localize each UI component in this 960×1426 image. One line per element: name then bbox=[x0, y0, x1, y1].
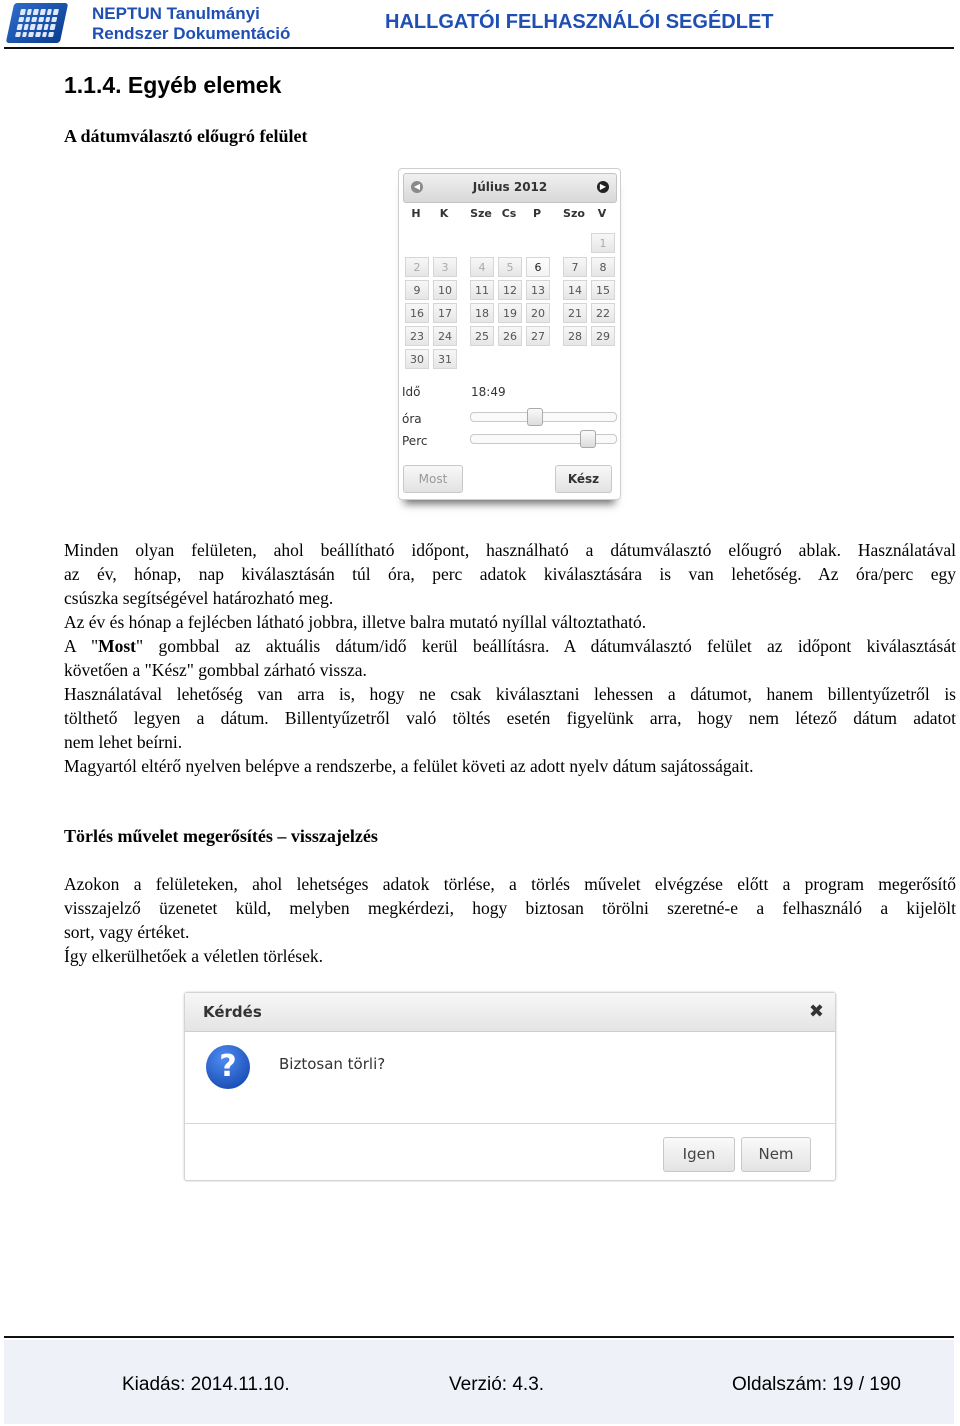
datepicker-popup bbox=[398, 168, 621, 500]
weekday-header: K bbox=[439, 207, 449, 220]
weekday-header: H bbox=[411, 207, 421, 220]
text-span: " gombbal az aktuális dátum/idő kerül beállításra. A dátumválasztó felület az időpont kiválasztását bbox=[136, 636, 956, 656]
day-cell[interactable]: 8 bbox=[591, 257, 615, 277]
paragraph-line: sort, vagy értéket. bbox=[64, 922, 190, 942]
day-cell[interactable]: 15 bbox=[591, 280, 615, 300]
minute-slider-handle[interactable] bbox=[580, 430, 596, 448]
no-button[interactable]: Nem bbox=[741, 1137, 811, 1172]
day-cell[interactable]: 27 bbox=[526, 326, 550, 346]
day-cell[interactable]: 7 bbox=[563, 257, 587, 277]
day-cell[interactable]: 19 bbox=[498, 303, 522, 323]
paragraph-line bbox=[64, 634, 956, 658]
confirm-dialog bbox=[184, 992, 836, 1181]
dialog-titlebar bbox=[185, 993, 835, 1032]
day-cell[interactable]: 23 bbox=[405, 326, 429, 346]
yes-button[interactable]: Igen bbox=[663, 1137, 735, 1172]
weekday-header: P bbox=[532, 207, 542, 220]
hour-slider-handle[interactable] bbox=[527, 408, 543, 426]
day-cell[interactable]: 14 bbox=[563, 280, 587, 300]
section-title: 1.1.4. Egyéb elemek bbox=[64, 72, 282, 98]
day-cell[interactable]: 17 bbox=[433, 303, 457, 323]
paragraph-line: visszajelző üzenetet küld, melyben megkérdezi, hogy biztosan törölni szeretné-e a felhasználó a kijelölt bbox=[64, 898, 956, 918]
paragraph-line: csúszka segítségével határozható meg. bbox=[64, 588, 334, 608]
prev-month-icon[interactable]: ◀ bbox=[411, 181, 423, 193]
minute-label: Perc bbox=[402, 434, 428, 448]
day-cell[interactable]: 28 bbox=[563, 326, 587, 346]
day-cell[interactable]: 3 bbox=[433, 257, 457, 277]
next-month-icon[interactable]: ▶ bbox=[597, 181, 609, 193]
dialog-message: Biztosan törli? bbox=[279, 1055, 386, 1073]
day-cell[interactable]: 24 bbox=[433, 326, 457, 346]
day-cell[interactable]: 9 bbox=[405, 280, 429, 300]
day-cell[interactable]: 21 bbox=[563, 303, 587, 323]
day-cell[interactable]: 31 bbox=[433, 349, 457, 369]
header-divider bbox=[4, 47, 954, 49]
day-cell[interactable]: 18 bbox=[470, 303, 494, 323]
day-cell[interactable]: 4 bbox=[470, 257, 494, 277]
now-button[interactable]: Most bbox=[403, 465, 463, 493]
time-value: 18:49 bbox=[471, 385, 506, 399]
footer-page-number: Oldalszám: 19 / 190 bbox=[732, 1374, 901, 1395]
day-cell[interactable]: 20 bbox=[526, 303, 550, 323]
day-cell[interactable]: 16 bbox=[405, 303, 429, 323]
page-footer bbox=[4, 1340, 954, 1424]
subsection-delete-confirm-title: Törlés művelet megerősítés – visszajelzés bbox=[64, 826, 378, 846]
day-cell[interactable]: 10 bbox=[433, 280, 457, 300]
dialog-divider bbox=[185, 1123, 835, 1124]
paragraph-line: tölthető legyen a dátum. Billentyűzetről való töltés esetén figyelünk arra, hogy nem létező dátum adatot bbox=[64, 708, 956, 728]
day-cell[interactable]: 26 bbox=[498, 326, 522, 346]
paragraph-line: Így elkerülhetőek a véletlen törlések. bbox=[64, 946, 323, 966]
paragraph-line: Használatával lehetőség van arra is, hogy ne csak kiválasztani lehessen a dátumot, hanem billentyűzetről is bbox=[64, 684, 956, 704]
paragraph-line: követően a "Kész" gombbal zárható vissza. bbox=[64, 660, 367, 680]
minute-slider[interactable] bbox=[470, 434, 617, 444]
day-cell[interactable]: 22 bbox=[591, 303, 615, 323]
neptun-logo-icon bbox=[6, 3, 69, 43]
weekday-header: Cs bbox=[501, 207, 517, 220]
day-cell[interactable]: 25 bbox=[470, 326, 494, 346]
header-title-line2: Rendszer Dokumentáció bbox=[92, 24, 291, 43]
day-cell[interactable]: 5 bbox=[498, 257, 522, 277]
weekday-header: Szo bbox=[563, 207, 585, 220]
day-cell[interactable]: 6 bbox=[526, 257, 550, 277]
subsection-datepicker-title: A dátumválasztó előugró felület bbox=[64, 126, 308, 146]
paragraph-line: nem lehet beírni. bbox=[64, 732, 183, 752]
paragraph-line: Az év és hónap a fejlécben látható jobbra, illetve balra mutató nyíllal változtatható. bbox=[64, 612, 647, 632]
footer-release: Kiadás: 2014.11.10. bbox=[122, 1374, 290, 1395]
day-cell[interactable]: 29 bbox=[591, 326, 615, 346]
hour-slider[interactable] bbox=[470, 412, 617, 422]
paragraph-line: Magyartól eltérő nyelven belépve a rendszerbe, a felület követi az adott nyelv dátum sajátosságait. bbox=[64, 756, 754, 776]
datepicker-month-label: Július 2012 bbox=[472, 180, 548, 194]
text-span: A " bbox=[64, 636, 99, 656]
weekday-header: Sze bbox=[470, 207, 492, 220]
footer-version: Verzió: 4.3. bbox=[449, 1374, 545, 1395]
dialog-title: Kérdés bbox=[203, 1003, 262, 1021]
weekday-header: V bbox=[597, 207, 607, 220]
datepicker-header bbox=[403, 173, 617, 203]
hour-label: óra bbox=[402, 412, 422, 426]
header-title bbox=[92, 4, 290, 44]
page-header bbox=[0, 0, 960, 50]
question-icon: ? bbox=[206, 1045, 250, 1089]
paragraph-line: Azokon a felületeken, ahol lehetséges adatok törlése, a törlés művelet elvégzése előtt a program megerősítő bbox=[64, 874, 956, 894]
done-button[interactable]: Kész bbox=[555, 465, 612, 493]
paragraph-line: az év, hónap, nap kiválasztásán túl óra, perc adatok kiválasztására is van lehetőség. Az óra/perc egy bbox=[64, 564, 956, 584]
day-cell[interactable]: 13 bbox=[526, 280, 550, 300]
header-title-line1: NEPTUN Tanulmányi bbox=[92, 4, 260, 23]
day-cell[interactable]: 30 bbox=[405, 349, 429, 369]
day-cell[interactable]: 11 bbox=[470, 280, 494, 300]
header-document-title: HALLGATÓI FELHASZNÁLÓI SEGÉDLET bbox=[385, 11, 774, 33]
day-cell[interactable]: 1 bbox=[591, 233, 615, 253]
close-icon[interactable]: ✖ bbox=[808, 1001, 824, 1022]
day-cell[interactable]: 12 bbox=[498, 280, 522, 300]
now-keyword: Most bbox=[98, 636, 137, 656]
time-label: Idő bbox=[402, 385, 421, 399]
paragraph-line: Minden olyan felületen, ahol beállítható időpont, használható a dátumválasztó előugró ablak. Használatával bbox=[64, 540, 956, 560]
footer-divider bbox=[4, 1336, 954, 1338]
day-cell[interactable]: 2 bbox=[405, 257, 429, 277]
